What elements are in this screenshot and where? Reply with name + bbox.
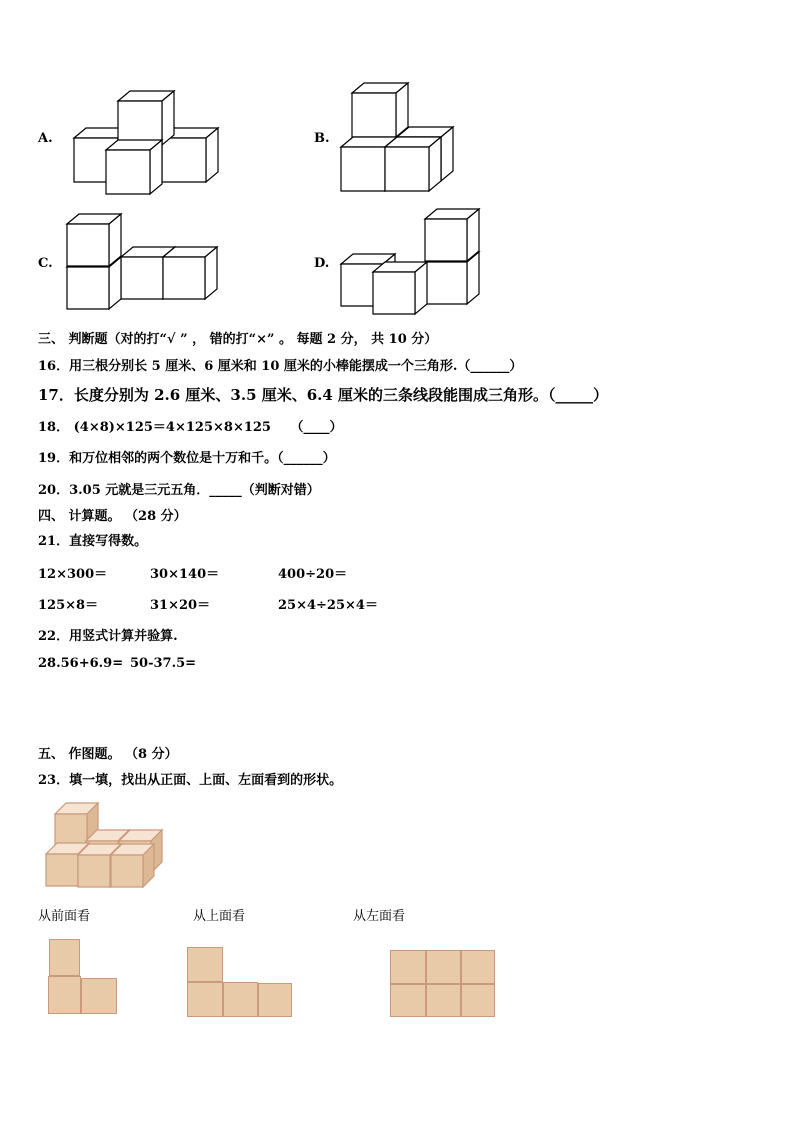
- question-22: 22．用竖式计算并验算.: [38, 629, 178, 644]
- calc-1-3: 400÷20＝: [278, 567, 348, 582]
- figure-b-cube: [352, 83, 408, 137]
- question-20: 20．3.05 元就是三元五角．_____（判断对错）: [38, 483, 320, 498]
- section-4-title: 四、 计算题。 （28 分）: [38, 509, 187, 524]
- calc-2-3: 25×4÷25×4＝: [278, 598, 378, 613]
- left-view-label: 从左面看: [353, 909, 406, 924]
- question-19: 19．和万位相邻的两个数位是十万和千。（______）: [38, 451, 336, 466]
- option-a-label: A.: [38, 131, 53, 146]
- figure-b-cube: [385, 137, 441, 191]
- section-3-title: 三、 判断题（对的打“√ ” ， 错的打“×” 。 每题 2 分， 共 10 分）: [38, 332, 438, 347]
- calc-1-1: 12×300＝: [38, 567, 108, 582]
- section-5-title: 五、 作图题。 （8 分）: [38, 747, 178, 762]
- option-d-label: D.: [314, 256, 330, 271]
- vertical-calc-1: 28.56+6.9=: [38, 656, 124, 671]
- top-view-label: 从上面看: [193, 909, 246, 924]
- vertical-calc-2: 50-37.5=: [130, 656, 197, 671]
- figure-a-cube: [106, 140, 162, 194]
- calc-2-1: 125×8＝: [38, 598, 99, 613]
- solid-figure-cube: [111, 844, 154, 887]
- question-17: 17．长度分别为 2.6 厘米、3.5 厘米、6.4 厘米的三条线段能围成三角形。（_____）: [38, 386, 609, 404]
- front-view-label: 从前面看: [38, 909, 91, 924]
- calc-2-2: 31×20＝: [150, 598, 211, 613]
- figure-d-cube: [425, 209, 479, 261]
- option-c-label: C.: [38, 256, 53, 271]
- question-23: 23．填一填，找出从正面、上面、左面看到的形状。: [38, 773, 343, 788]
- calc-1-2: 30×140＝: [150, 567, 220, 582]
- figure-d-cube: [373, 262, 427, 314]
- question-16: 16．用三根分别长 5 厘米、6 厘米和 10 厘米的小棒能摆成一个三角形.（______）: [38, 359, 523, 374]
- question-21: 21．直接写得数。: [38, 534, 148, 549]
- option-b-label: B.: [314, 131, 330, 146]
- figure-c-cube: [67, 214, 121, 266]
- figure-a-cube: [118, 91, 174, 145]
- question-18: 18． (4×8)×125＝4×125×8×125 （____）: [38, 420, 343, 435]
- figure-c-cube: [163, 247, 217, 299]
